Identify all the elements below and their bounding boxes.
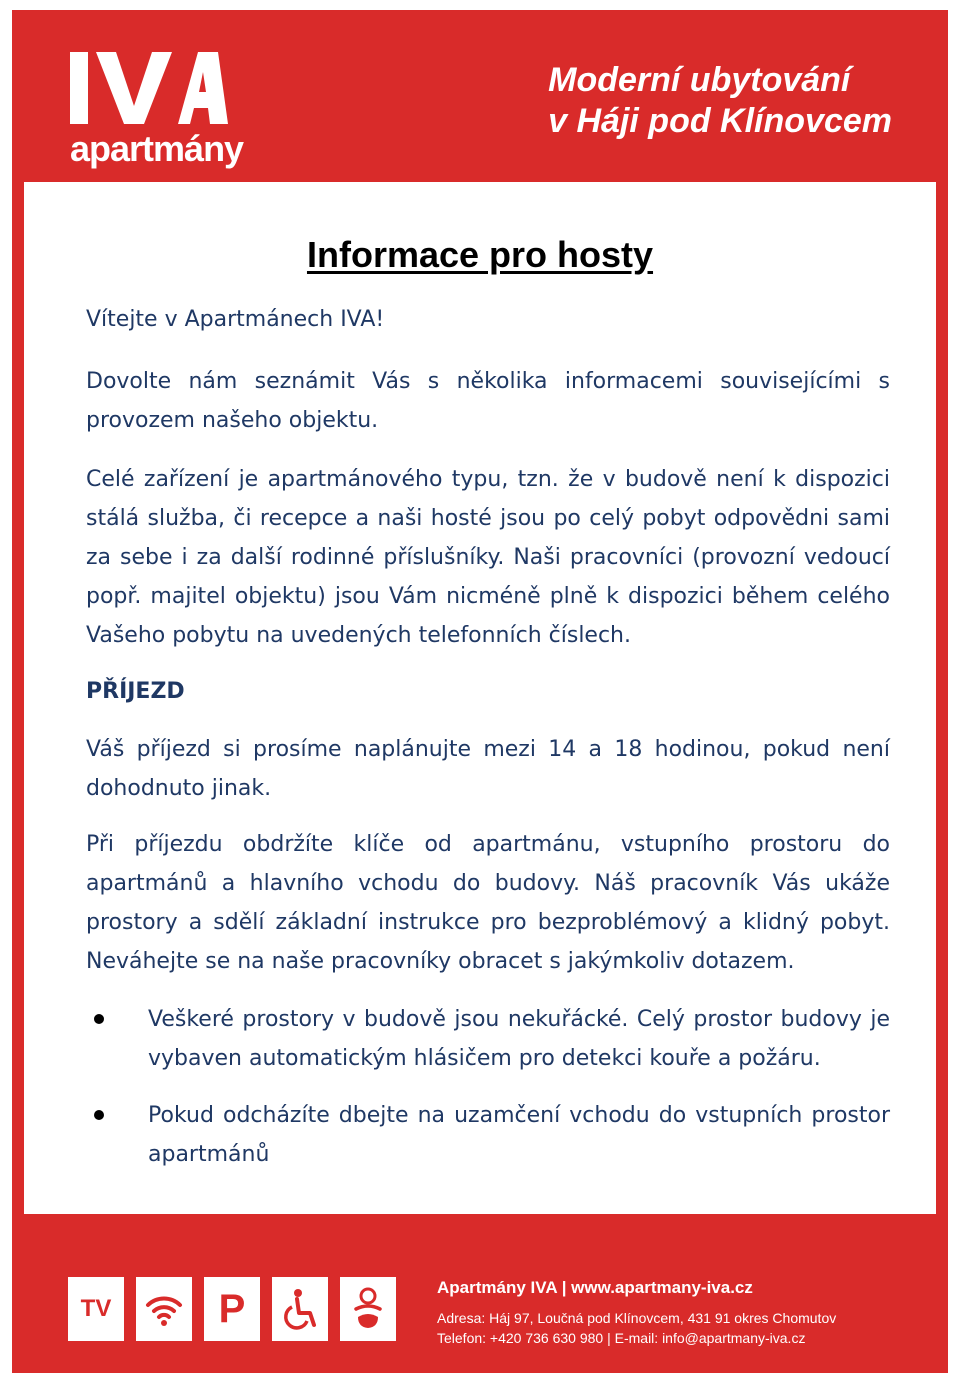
footer <box>12 1214 948 1373</box>
parking-label: P <box>218 1286 246 1331</box>
list-item: Pokud odcházíte dbejte na uzamčení vchodu do vstupních prostor apartmánů <box>86 1096 890 1174</box>
tagline-line-2: v Háji pod Klínovcem <box>548 102 892 140</box>
list-item: Veškeré prostory v budově jsou nekuřácké. Celý prostor budovy je vybaven automatickým hlásičem pro detekci kouře a požáru. <box>86 1000 890 1078</box>
header <box>12 10 948 182</box>
parking-icon <box>204 1277 260 1341</box>
arrival-keys-paragraph: Při příjezdu obdržíte klíče od apartmánu, vstupního prostoru do apartmánů a hlavního vchodu do budovy. Náš pracovník Vás ukáže prostory a sdělí základní instrukce pro bezproblémový a klidný pobyt. Neváhejte se na naše pracovníky obracet s jakýmkoliv dotazem. <box>86 832 890 974</box>
facility-text <box>86 460 890 655</box>
welcome-text <box>86 300 890 339</box>
contact-info <box>437 1276 836 1348</box>
arrival-time-text <box>86 730 890 808</box>
tagline <box>548 60 892 142</box>
tv-label: TV <box>80 1295 112 1322</box>
logo-subtitle: apartmány <box>70 128 244 169</box>
arrival-heading-text: PŘÍJEZD <box>86 679 185 704</box>
contact-line-2: Adresa: Háj 97, Loučná pod Klínovcem, 431 91 okres Chomutov <box>437 1310 837 1326</box>
arrival-heading <box>86 672 890 711</box>
baby-icon <box>340 1277 396 1341</box>
contact-line-1: Apartmány IVA | www.apartmany-iva.cz <box>437 1278 753 1297</box>
wheelchair-icon <box>272 1277 328 1341</box>
iva-logo <box>68 46 244 176</box>
welcome-paragraph: Vítejte v Apartmánech IVA! <box>86 307 385 332</box>
page-title: Informace pro hosty <box>306 234 654 275</box>
wifi-icon <box>136 1277 192 1341</box>
poster-frame <box>12 10 948 1373</box>
bullet-list <box>86 1000 890 1174</box>
arrival-keys-text <box>86 825 890 981</box>
intro-paragraph: Dovolte nám seznámit Vás s několika informacemi souvisejícími s provozem našeho objektu. <box>86 369 890 433</box>
iva-logo-mark <box>68 46 228 126</box>
arrival-time-paragraph: Váš příjezd si prosíme naplánujte mezi 14 a 18 hodinou, pokud není dohodnuto jinak. <box>86 737 890 801</box>
tagline-line-1: Moderní ubytování <box>548 61 851 99</box>
content-panel <box>24 182 936 1214</box>
contact-line-3: Telefon: +420 736 630 980 | E-mail: info@apartmany-iva.cz <box>437 1330 806 1346</box>
facility-paragraph: Celé zařízení je apartmánového typu, tzn. že v budově není k dispozici stálá služba, či recepce a naši hosté jsou po celý pobyt odpovědni sami za sebe i za další rodinné příslušníky. Naši pracovníci (provozní vedoucí popř. majitel objektu) jsou Vám nicméně plně k dispozici během celého Vašeho pobytu na uvedených telefonních číslech. <box>86 467 890 648</box>
tv-icon <box>68 1277 124 1341</box>
bullet-list-container <box>86 1000 890 1174</box>
intro-text <box>86 362 890 440</box>
